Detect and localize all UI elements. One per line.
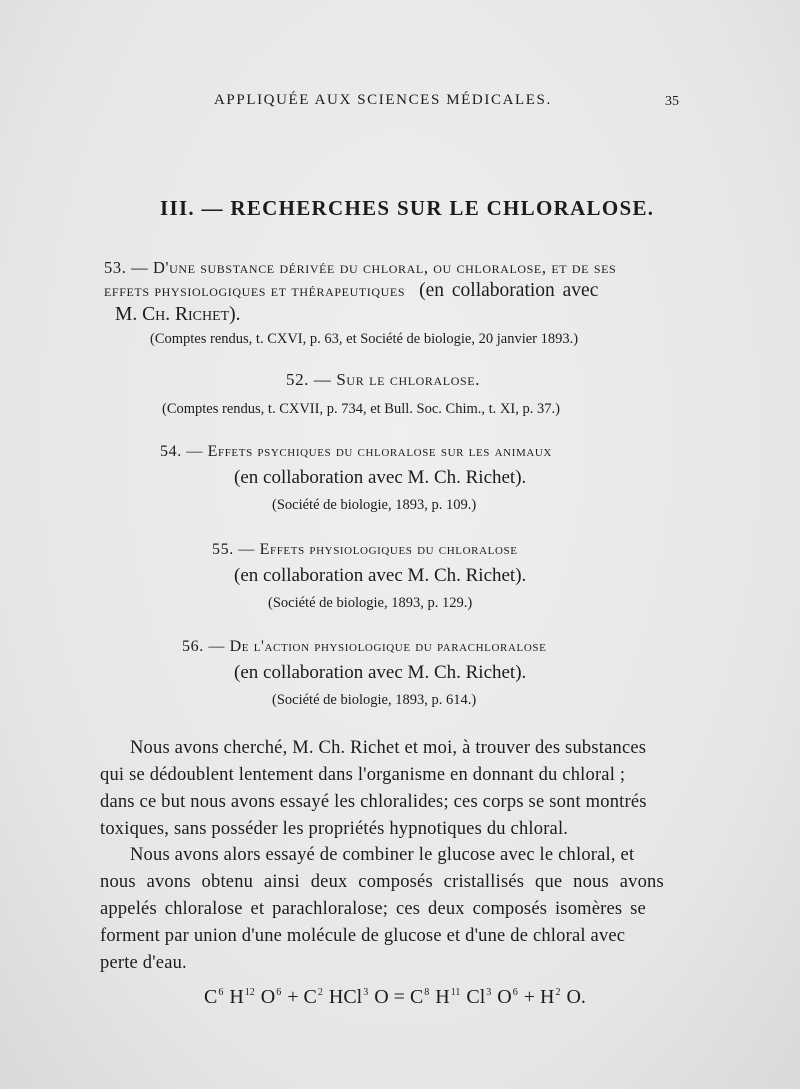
formula-subscript: 2: [555, 987, 561, 998]
formula-subscript: 11: [450, 987, 461, 998]
entry-53-title-line3: M. Ch. Richet).: [115, 304, 241, 325]
formula-subscript: 2: [317, 987, 323, 998]
paragraph-2-line: perte d'eau.: [100, 953, 187, 973]
formula-text: C: [204, 986, 218, 1008]
formula-subscript: 8: [424, 987, 430, 998]
paragraph-1-line: dans ce but nous avons essayé les chloralides; ces corps se sont montrés: [100, 792, 647, 812]
entry-55-heading: [212, 541, 518, 559]
formula-subscript: 3: [486, 987, 492, 998]
paragraph-2-line: nous avons obtenu ainsi deux composés cristallisés que nous avons: [100, 872, 664, 892]
formula-text: O = C: [369, 986, 424, 1008]
entry-54-collab: (en collaboration avec M. Ch. Richet).: [234, 467, 527, 488]
formula-text: + H: [518, 986, 555, 1008]
entry-55-citation: (Société de biologie, 1893, p. 129.): [268, 595, 473, 611]
formula-text: H: [224, 986, 244, 1008]
entry-53-line2: [104, 280, 598, 302]
entry-53-collab: (en collaboration avec: [419, 280, 599, 301]
entry-54-heading: [160, 443, 552, 461]
entry-53-title-line1: — D'une substance dérivée du chloral, ou chloralose, et de ses: [131, 258, 617, 277]
entry-53-title-line2: effets physiologiques et thérapeutiques: [104, 281, 406, 300]
entry-55-collab: (en collaboration avec M. Ch. Richet).: [234, 565, 527, 586]
formula-text: Cl: [461, 986, 486, 1008]
entry-52-heading: [286, 370, 480, 390]
formula-text: O.: [561, 986, 586, 1008]
running-head: APPLIQUÉE AUX SCIENCES MÉDICALES.: [214, 92, 552, 108]
entry-52-title: — Sur le chloralose.: [313, 370, 481, 389]
formula-text: HCl: [323, 986, 363, 1008]
paragraph-1-line: toxiques, sans posséder les propriétés hypnotiques du chloral.: [100, 819, 569, 839]
entry-56-citation: (Société de biologie, 1893, p. 614.): [272, 692, 477, 708]
entry-55-title: — Effets physiologiques du chloralose: [238, 541, 518, 558]
paragraph-2-line: forment par union d'une molécule de glucose et d'une de chloral avec: [100, 926, 626, 946]
entry-56-title: — De l'action physiologique du parachloralose: [208, 638, 547, 655]
paragraph-1-line: qui se dédoublent lentement dans l'organisme en donnant du chloral ;: [100, 765, 626, 785]
formula-subscript: 3: [363, 987, 369, 998]
entry-56-collab: (en collaboration avec M. Ch. Richet).: [234, 662, 527, 683]
entry-53-number: 53.: [104, 258, 127, 277]
paragraph-2-line: Nous avons alors essayé de combiner le glucose avec le chloral, et: [130, 845, 635, 865]
entry-54-title: — Effets psychiques du chloralose sur les animaux: [186, 443, 552, 460]
page-number: 35: [665, 94, 679, 109]
formula-subscript: 6: [512, 987, 518, 998]
entry-52-number: 52.: [286, 370, 310, 389]
formula-text: O: [255, 986, 276, 1008]
chemical-equation: [204, 986, 586, 1009]
entry-54-citation: (Société de biologie, 1893, p. 109.): [272, 497, 477, 513]
entry-55-number: 55.: [212, 541, 234, 558]
entry-52-citation: (Comptes rendus, t. CXVII, p. 734, et Bull. Soc. Chim., t. XI, p. 37.): [162, 401, 560, 417]
formula-subscript: 6: [276, 987, 282, 998]
entry-56-number: 56.: [182, 638, 204, 655]
section-title: III. — RECHERCHES SUR LE CHLORALOSE.: [160, 196, 655, 220]
paragraph-1-line: Nous avons cherché, M. Ch. Richet et moi, à trouver des substances: [130, 738, 647, 758]
formula-text: + C: [282, 986, 317, 1008]
entry-53-line1: [104, 258, 616, 278]
formula-text: O: [492, 986, 512, 1008]
formula-subscript: 6: [218, 987, 224, 998]
entry-56-heading: [182, 638, 546, 656]
entry-54-number: 54.: [160, 443, 182, 460]
entry-53-citation: (Comptes rendus, t. CXVI, p. 63, et Société de biologie, 20 janvier 1893.): [150, 331, 579, 347]
paragraph-2-line: appelés chloralose et parachloralose; ces deux composés isomères se: [100, 899, 646, 919]
formula-subscript: 12: [244, 987, 255, 998]
formula-text: H: [430, 986, 450, 1008]
